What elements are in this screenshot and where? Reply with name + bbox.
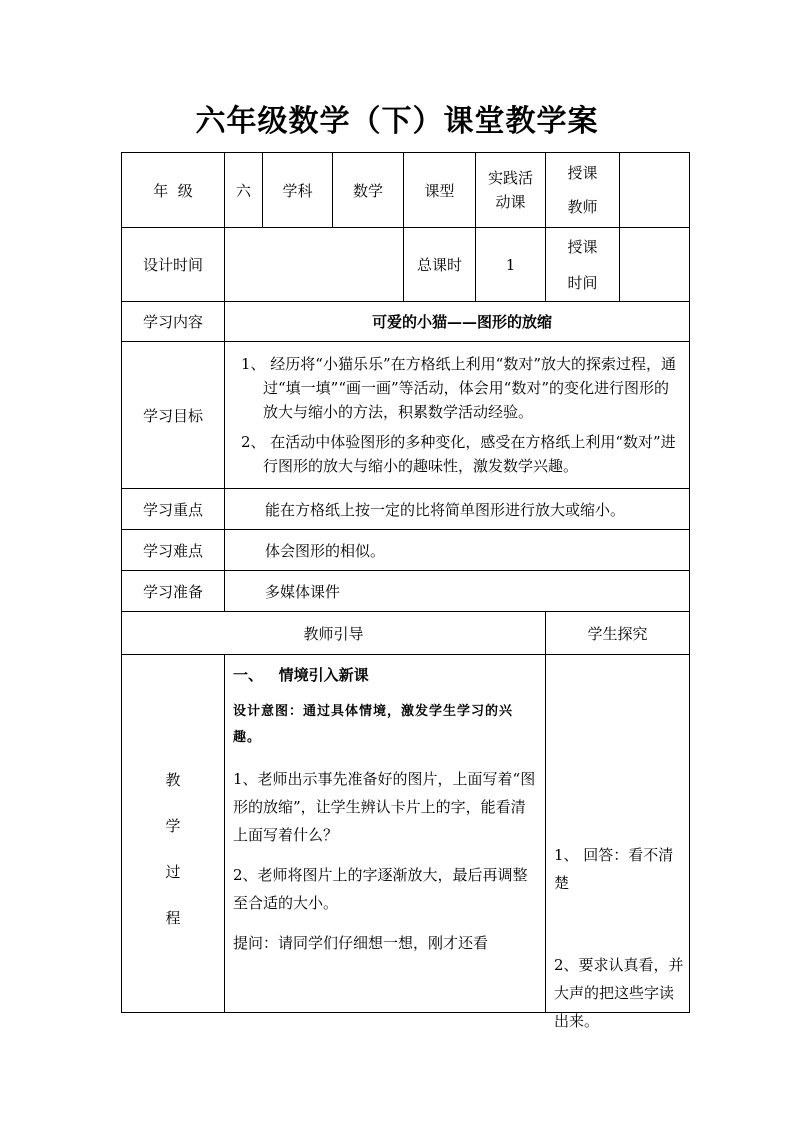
type-value-line2: 动课 bbox=[495, 193, 526, 211]
page-title: 六年级数学（下）课堂教学案 bbox=[195, 104, 599, 139]
process-label-char: 教 bbox=[165, 770, 181, 789]
row-goals bbox=[122, 342, 690, 489]
process-label-char: 过 bbox=[165, 862, 181, 881]
class-time-label-line2: 时间 bbox=[567, 273, 598, 292]
goals-label: 学习目标 bbox=[122, 342, 225, 489]
goals-list bbox=[225, 342, 690, 489]
lesson-plan-table bbox=[121, 152, 690, 1030]
key-point-value: 能在方格纸上按一定的比将简单图形进行放大或缩小。 bbox=[225, 489, 690, 530]
section-heading: 一、 情境引入新课 bbox=[233, 666, 369, 684]
row-key-point bbox=[122, 489, 690, 530]
grade-value: 六 bbox=[225, 153, 263, 228]
difficulty-label: 学习难点 bbox=[122, 530, 225, 571]
student-answer-2: 2、要求认真看，并大声的把这些字读出来。 bbox=[554, 956, 684, 1030]
goal-item: 2、 在活动中体验图形的多种变化，感受在方格纸上利用“数对”进行图形的放大与缩小的趣味性，激发数学兴趣。 bbox=[241, 433, 676, 475]
teacher-process bbox=[225, 655, 546, 1013]
teacher-label-line2: 教师 bbox=[567, 198, 598, 216]
total-hours-label: 总课时 bbox=[404, 228, 476, 302]
class-time-value bbox=[620, 228, 690, 302]
teacher-value bbox=[620, 153, 690, 228]
subject-value: 数学 bbox=[333, 153, 404, 228]
process-label bbox=[122, 655, 225, 1013]
content-value: 可爱的小猫——图形的放缩 bbox=[225, 302, 690, 342]
design-intent: 设计意图：通过具体情境，激发学生学习的兴趣。 bbox=[233, 704, 514, 745]
class-time-label bbox=[546, 228, 620, 302]
row-design-time bbox=[122, 228, 690, 302]
process-label-char: 程 bbox=[165, 908, 181, 927]
total-hours-value: 1 bbox=[476, 228, 546, 302]
key-point-label: 学习重点 bbox=[122, 489, 225, 530]
process-label-char: 学 bbox=[165, 816, 181, 835]
grade-label: 年 级 bbox=[122, 153, 225, 228]
goal-item: 1、 经历将“小猫乐乐”在方格纸上利用“数对”放大的探索过程，通过“填一填”“画一画”等活动，体会用“数对”的变化进行图形的放大与缩小的方法，积累数学活动经验。 bbox=[241, 355, 676, 421]
row-preparation bbox=[122, 571, 690, 612]
teacher-step-2: 2、老师将图片上的字逐渐放大，最后再调整至合适的大小。 bbox=[233, 866, 528, 912]
type-value bbox=[476, 153, 546, 228]
type-value-line1: 实践活 bbox=[487, 169, 533, 187]
design-time-label: 设计时间 bbox=[122, 228, 225, 302]
subject-label: 学科 bbox=[263, 153, 333, 228]
row-grade bbox=[122, 153, 690, 228]
teacher-question: 提问：请同学们仔细想一想，刚才还看 bbox=[233, 934, 489, 952]
row-content bbox=[122, 302, 690, 342]
row-process bbox=[122, 655, 690, 1013]
teacher-step-1: 1、老师出示事先准备好的图片，上面写着“图形的放缩”，让学生辨认卡片上的字，能看清上面写着什么？ bbox=[233, 770, 536, 844]
row-headers bbox=[122, 612, 690, 655]
teacher-guide-header: 教师引导 bbox=[122, 612, 546, 655]
teacher-label bbox=[546, 153, 620, 228]
teacher-label-line1: 授课 bbox=[567, 164, 598, 182]
content-label: 学习内容 bbox=[122, 302, 225, 342]
student-explore-header: 学生探究 bbox=[546, 612, 690, 655]
preparation-value: 多媒体课件 bbox=[225, 571, 690, 612]
student-process bbox=[546, 655, 690, 1030]
difficulty-value: 体会图形的相似。 bbox=[225, 530, 690, 571]
student-answer-1: 1、 回答：看不清楚 bbox=[554, 846, 674, 892]
row-difficulty bbox=[122, 530, 690, 571]
preparation-label: 学习准备 bbox=[122, 571, 225, 612]
design-time-value bbox=[225, 228, 404, 302]
type-label: 课型 bbox=[404, 153, 476, 228]
class-time-label-line1: 授课 bbox=[567, 237, 598, 256]
